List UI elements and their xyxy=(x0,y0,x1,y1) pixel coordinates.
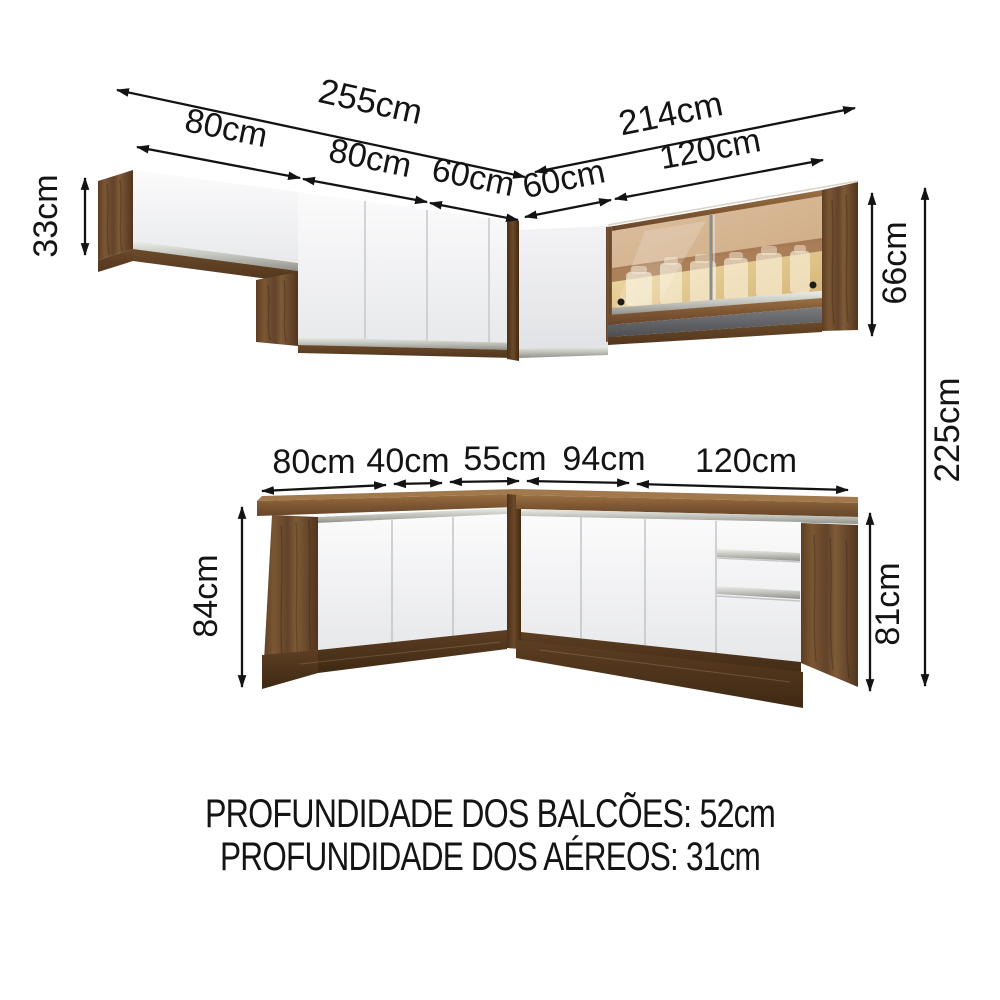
dim-label-base-height-right: 81cm xyxy=(869,562,907,646)
dim-line-base-seg4 xyxy=(527,481,629,483)
dim-label-base-seg2: 40cm xyxy=(366,442,450,480)
glass-wall-cabinet xyxy=(606,181,858,345)
dim-label-left-seg2: 80cm xyxy=(325,131,415,186)
base-cabinets xyxy=(257,489,858,708)
glass-cabinet-right-panel xyxy=(822,182,858,331)
jar xyxy=(724,258,748,300)
depth-note-wall-units: PROFUNDIDADE DOS AÉREOS: 31cm xyxy=(220,835,905,879)
wall-tall-doors xyxy=(298,192,517,350)
dim-label-right-seg2: 120cm xyxy=(656,121,764,178)
dim-label-overall-height: 225cm xyxy=(928,377,967,483)
wall-cabinets xyxy=(98,170,858,361)
base-left-run xyxy=(257,489,516,689)
dim-label-left-seg1: 80cm xyxy=(181,101,271,156)
dim-label-base-seg1: 80cm xyxy=(272,443,356,481)
glass-door-handle xyxy=(810,282,817,289)
dim-line-base-seg1 xyxy=(262,485,386,491)
dim-label-right-seg1: 60cm xyxy=(519,152,609,207)
dim-line-left-seg1 xyxy=(137,147,300,178)
dim-label-base-seg3: 55cm xyxy=(463,440,547,478)
wall-corner-post xyxy=(507,220,519,361)
dim-label-right-total: 214cm xyxy=(615,84,727,144)
depth-notes xyxy=(205,791,913,879)
dim-label-base-seg5: 120cm xyxy=(694,442,798,480)
dim-line-base-seg2 xyxy=(394,483,442,484)
base-right-end-panel xyxy=(801,523,858,687)
dim-label-base-height-left: 84cm xyxy=(187,554,225,638)
base-left-doors xyxy=(318,514,507,650)
dim-label-base-seg4: 94cm xyxy=(562,440,646,478)
base-right-run xyxy=(516,489,858,708)
wall-left-end-panel xyxy=(98,170,133,260)
wall-left-run xyxy=(98,170,517,358)
jar xyxy=(756,253,782,297)
wall-corner-door xyxy=(519,226,608,358)
dim-line-base-seg5 xyxy=(637,484,848,490)
dim-label-wall-height-left: 33cm xyxy=(27,174,65,258)
glass-door-handle xyxy=(618,299,625,306)
dim-label-left-seg3: 60cm xyxy=(428,150,518,205)
jar xyxy=(790,251,810,293)
depth-note-counters: PROFUNDIDADE DOS BALCÕES: 52cm xyxy=(205,792,913,836)
base-corner-post xyxy=(507,494,521,649)
wall-step-side-panel xyxy=(256,272,298,346)
dim-line-base-seg3 xyxy=(450,481,519,482)
dim-label-left-total: 255cm xyxy=(314,71,426,133)
base-plinth xyxy=(262,650,318,689)
dim-label-wall-height-right: 66cm xyxy=(876,221,914,305)
